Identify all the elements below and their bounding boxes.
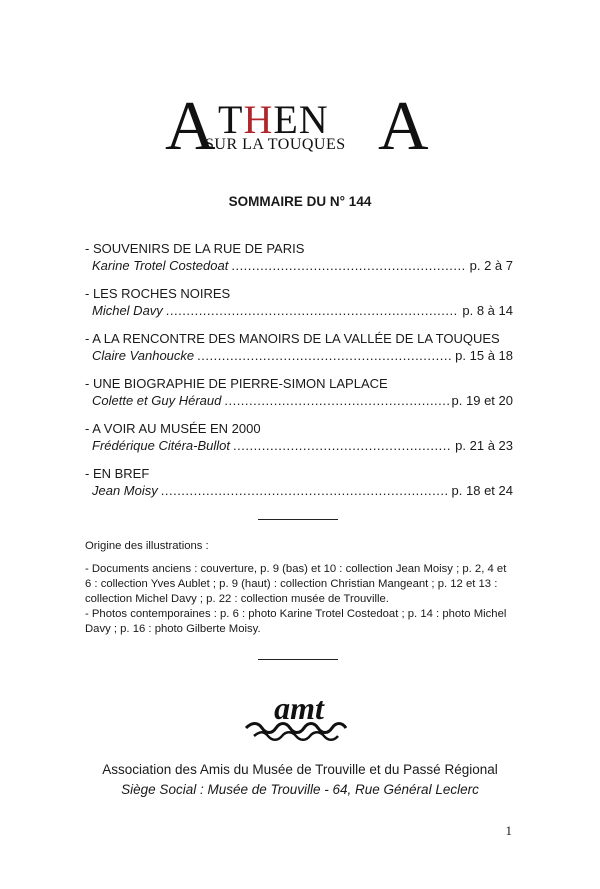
toc-entry-pages: p. 2 à 7 — [469, 258, 513, 273]
divider-rule — [258, 519, 338, 520]
toc-entry-author: Colette et Guy Héraud — [92, 393, 222, 408]
toc-entry-title: - UNE BIOGRAPHIE DE PIERRE-SIMON LAPLACE — [85, 376, 388, 391]
divider-rule — [258, 659, 338, 660]
masthead — [0, 80, 600, 170]
credits-documents: - Documents anciens : couverture, p. 9 (bas) et 10 : collection Jean Moisy ; p. 2, 4 et 6 : collection Yves Aublet ; p. 9 (haut) : collection Christian Mangeant ; p. 12 et 13 : collection Michel Davy ; p. 22 : collection musée de Trouville. — [85, 563, 507, 605]
toc-leader-dots — [161, 482, 449, 499]
toc-entry-author: Michel Davy — [92, 303, 163, 318]
toc-entry-title: - SOUVENIRS DE LA RUE DE PARIS — [85, 241, 305, 256]
masthead-title — [218, 97, 329, 142]
amt-logo — [240, 690, 358, 746]
toc-entry — [85, 285, 513, 319]
toc-leader-dots — [233, 437, 452, 454]
toc-entry-pages: p. 19 et 20 — [451, 393, 513, 408]
toc-entry-title: - A VOIR AU MUSÉE EN 2000 — [85, 421, 261, 436]
toc-leader-dots — [231, 257, 466, 274]
association-name: Association des Amis du Musée de Trouville et du Passé Régional — [102, 762, 498, 777]
toc-entry — [85, 465, 513, 499]
masthead-subtitle: SUR LA TOUQUES — [205, 136, 346, 153]
toc-entry-author: Claire Vanhoucke — [92, 348, 195, 363]
toc-entry-pages: p. 21 à 23 — [455, 438, 513, 453]
credits-photos: - Photos contemporaines : p. 6 : photo Karine Trotel Costedoat ; p. 14 : photo Michel Davy ; p. 16 : photo Gilberte Moisy. — [85, 608, 507, 635]
summary-heading: SOMMAIRE DU N° 144 — [228, 194, 372, 209]
headquarters-address: Siège Social : Musée de Trouville - 64, Rue Général Leclerc — [121, 782, 479, 797]
toc-entry-title: - EN BREF — [85, 466, 150, 481]
toc-entry-author: Jean Moisy — [92, 483, 158, 498]
toc-entry — [85, 420, 513, 454]
toc-entry-pages: p. 15 à 18 — [455, 348, 513, 363]
illustration-credits — [85, 539, 515, 637]
credits-heading: Origine des illustrations : — [85, 540, 209, 552]
toc-entry-author: Karine Trotel Costedoat — [92, 258, 229, 273]
toc-entry — [85, 375, 513, 409]
toc-entry — [85, 330, 513, 364]
toc-entry-pages: p. 18 et 24 — [451, 483, 513, 498]
toc-entry — [85, 240, 513, 274]
masthead-en: EN — [273, 97, 329, 142]
toc-leader-dots — [166, 302, 460, 319]
logo-text: amt — [274, 690, 324, 726]
toc-entry-title: - A LA RENCONTRE DES MANOIRS DE LA VALLÉE DE LA TOUQUES — [85, 331, 500, 346]
masthead-t: T — [218, 97, 244, 142]
toc-entry-title: - LES ROCHES NOIRES — [85, 286, 231, 301]
toc-leader-dots — [197, 347, 452, 364]
masthead-letter-a-right: A — [378, 88, 429, 165]
toc-leader-dots — [224, 392, 448, 409]
toc-entry-pages: p. 8 à 14 — [462, 303, 513, 318]
page-number: 1 — [505, 823, 512, 838]
masthead-letter-a-left: A — [165, 88, 216, 165]
table-of-contents — [85, 240, 513, 510]
amt-logo-icon — [240, 690, 358, 746]
toc-entry-author: Frédérique Citéra-Bullot — [92, 438, 231, 453]
masthead-h-red: H — [243, 97, 274, 142]
